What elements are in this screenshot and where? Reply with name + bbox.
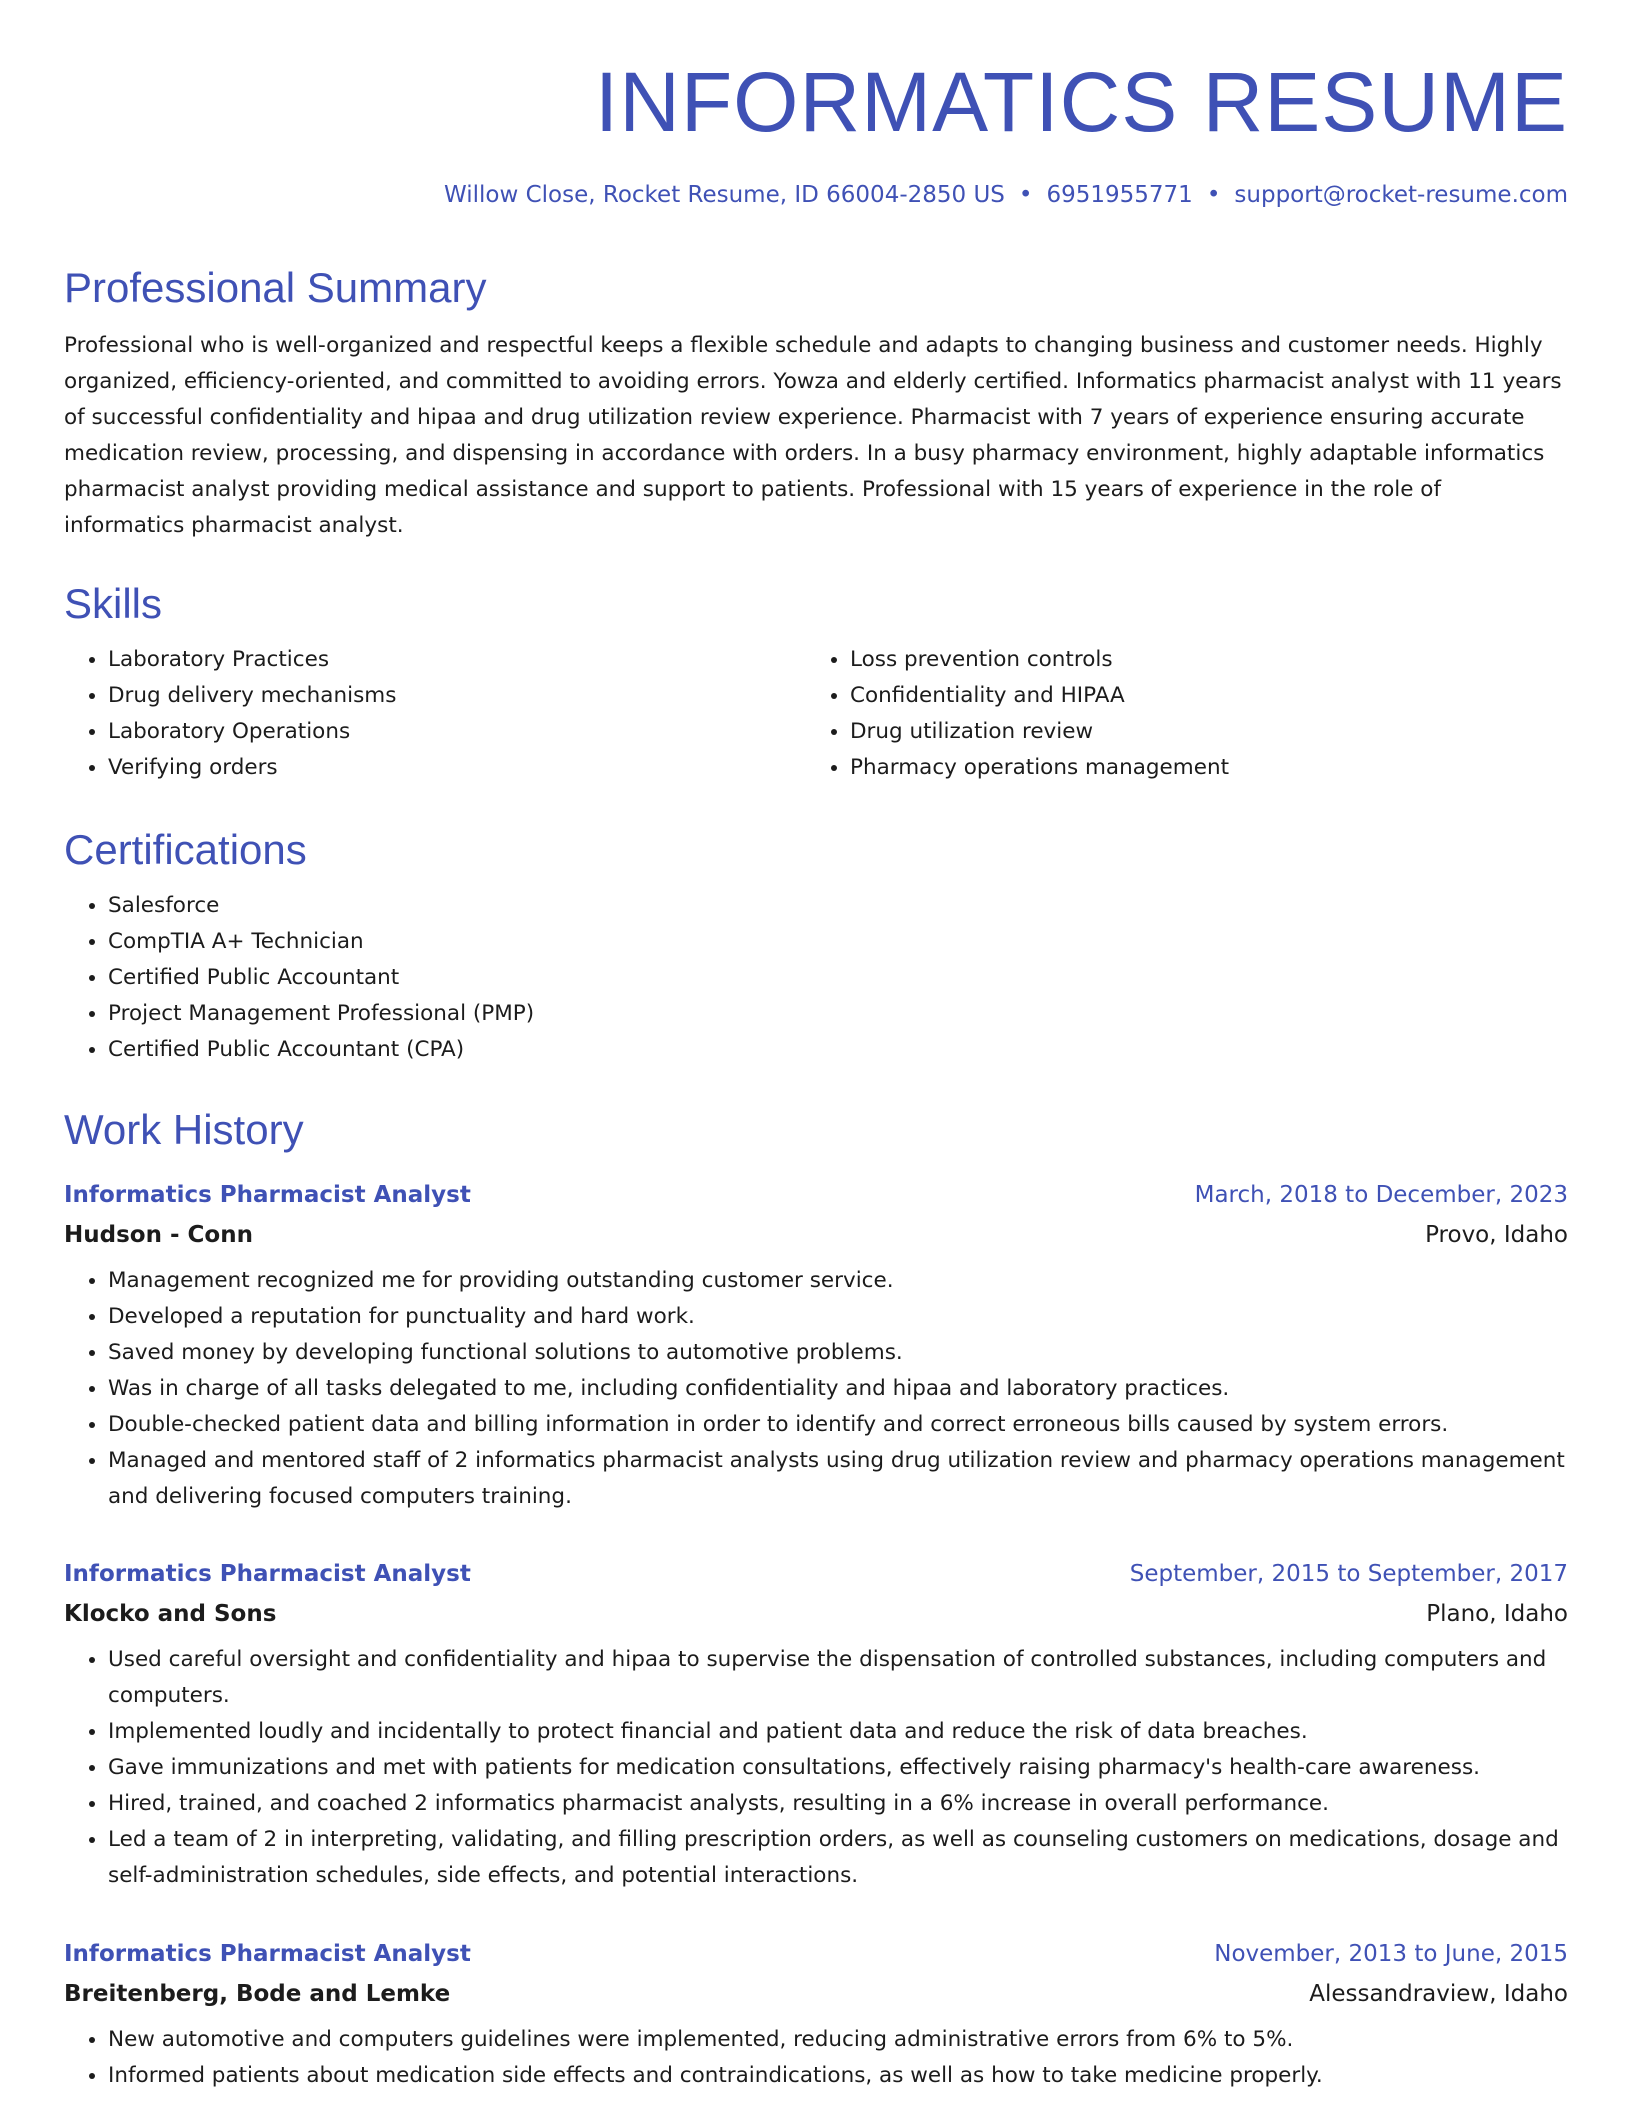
job-bullet: • Gave immunizations and met with patients for medication consultations, effectively raising pharmacy's health-care awareness.: [108, 1750, 1568, 1786]
contact-separator: •: [1206, 182, 1221, 208]
certification-item: • Certified Public Accountant (CPA): [108, 1032, 1568, 1068]
job-company: Breitenberg, Bode and Lemke: [64, 1981, 451, 2007]
work-history-section: [64, 1104, 1568, 1156]
skill-item: • Loss prevention controls: [850, 642, 1548, 678]
job-company: Hudson - Conn: [64, 1222, 253, 1248]
certification-item: • CompTIA A+ Technician: [108, 924, 1568, 960]
skill-item: • Drug utilization review: [850, 714, 1548, 750]
skill-item: • Pharmacy operations management: [850, 750, 1548, 786]
skills-column-left: [64, 642, 806, 786]
summary-text: Professional who is well-organized and respectful keeps a flexible schedule and adapts to changing business and customer needs. Highly organized, efficiency-oriented, and committed to avoiding errors. Yowza and elderly certified. Informatics pharmacist analyst with 11 years of successful confidentiality and hipaa and drug utilization review experience. Pharmacist with 7 years of experience ensuring accurate medication review, processing, and dispensing in accordance with orders. In a busy pharmacy environment, highly adaptable informatics pharmacist analyst providing medical assistance and support to patients. Professional with 15 years of experience in the role of informatics pharmacist analyst.: [64, 333, 1562, 538]
contact-line: [444, 182, 1568, 208]
resume-title: INFORMATICS RESUME: [594, 55, 1568, 149]
skill-item: • Laboratory Operations: [108, 714, 806, 750]
job-location: Plano, Idaho: [1426, 1601, 1568, 1627]
summary-section: [64, 262, 1568, 544]
job-bullet: • Was in charge of all tasks delegated to me, including confidentiality and hipaa and laboratory practices.: [108, 1371, 1568, 1407]
contact-email[interactable]: support@rocket-resume.com: [1234, 182, 1568, 208]
certifications-heading: Certifications: [64, 826, 307, 873]
skill-item: • Confidentiality and HIPAA: [850, 678, 1548, 714]
job-entry: [64, 1175, 1568, 1515]
skill-item: • Drug delivery mechanisms: [108, 678, 806, 714]
job-title: Informatics Pharmacist Analyst: [64, 1182, 471, 1208]
certification-item: • Certified Public Accountant: [108, 960, 1568, 996]
skills-columns: [64, 642, 1568, 786]
job-subheader: [64, 1594, 1568, 1634]
certification-item: • Project Management Professional (PMP): [108, 996, 1568, 1032]
job-title: Informatics Pharmacist Analyst: [64, 1941, 471, 1967]
job-header: [64, 1175, 1568, 1215]
job-bullet: • Developed a reputation for punctuality and hard work.: [108, 1299, 1568, 1335]
job-bullet: • New automotive and computers guidelines were implemented, reducing administrative errors from 6% to 5%.: [108, 2022, 1568, 2058]
certification-item: • Salesforce: [108, 888, 1568, 924]
skills-heading: Skills: [64, 580, 163, 627]
job-entry: [64, 1554, 1568, 1894]
job-dates: November, 2013 to June, 2015: [1214, 1941, 1568, 1967]
skill-item: • Verifying orders: [108, 750, 806, 786]
certifications-section: [64, 824, 1568, 1068]
skills-column-right: [806, 642, 1548, 786]
job-subheader: [64, 1974, 1568, 2014]
contact-address: Willow Close, Rocket Resume, ID 66004-2850 US: [444, 182, 1005, 208]
job-bullet: • Informed patients about medication side effects and contraindications, as well as how to take medicine properly.: [108, 2058, 1568, 2094]
job-bullet: • Hired, trained, and coached 2 informatics pharmacist analysts, resulting in a 6% increase in overall performance.: [108, 1786, 1568, 1822]
summary-heading: Professional Summary: [64, 264, 487, 311]
job-header: [64, 1934, 1568, 1974]
job-company: Klocko and Sons: [64, 1601, 277, 1627]
contact-separator: •: [1018, 182, 1033, 208]
job-bullet: • Saved money by developing functional solutions to automotive problems.: [108, 1335, 1568, 1371]
job-dates: March, 2018 to December, 2023: [1194, 1182, 1568, 1208]
job-subheader: [64, 1215, 1568, 1255]
job-bullet: • Management recognized me for providing outstanding customer service.: [108, 1263, 1568, 1299]
job-title: Informatics Pharmacist Analyst: [64, 1561, 471, 1587]
job-bullet: • Managed and mentored staff of 2 informatics pharmacist analysts using drug utilization review and pharmacy operations management and delivering focused computers training.: [108, 1443, 1568, 1515]
skills-section: [64, 578, 1568, 786]
job-dates: September, 2015 to September, 2017: [1129, 1561, 1568, 1587]
work-history-heading: Work History: [64, 1106, 304, 1153]
job-bullet: • Double-checked patient data and billing information in order to identify and correct erroneous bills caused by system errors.: [108, 1407, 1568, 1443]
job-bullet: • Used careful oversight and confidentiality and hipaa to supervise the dispensation of controlled substances, including computers and computers.: [108, 1642, 1568, 1714]
job-bullet: • Led a team of 2 in interpreting, validating, and filling prescription orders, as well as counseling customers on medications, dosage and self-administration schedules, side effects, and potential interactions.: [108, 1822, 1568, 1894]
contact-phone: 6951955771: [1046, 182, 1193, 208]
job-entry: [64, 1934, 1568, 2094]
job-header: [64, 1554, 1568, 1594]
job-location: Provo, Idaho: [1425, 1222, 1568, 1248]
job-location: Alessandraview, Idaho: [1309, 1981, 1568, 2007]
job-bullet: • Implemented loudly and incidentally to protect financial and patient data and reduce the risk of data breaches.: [108, 1714, 1568, 1750]
skill-item: • Laboratory Practices: [108, 642, 806, 678]
